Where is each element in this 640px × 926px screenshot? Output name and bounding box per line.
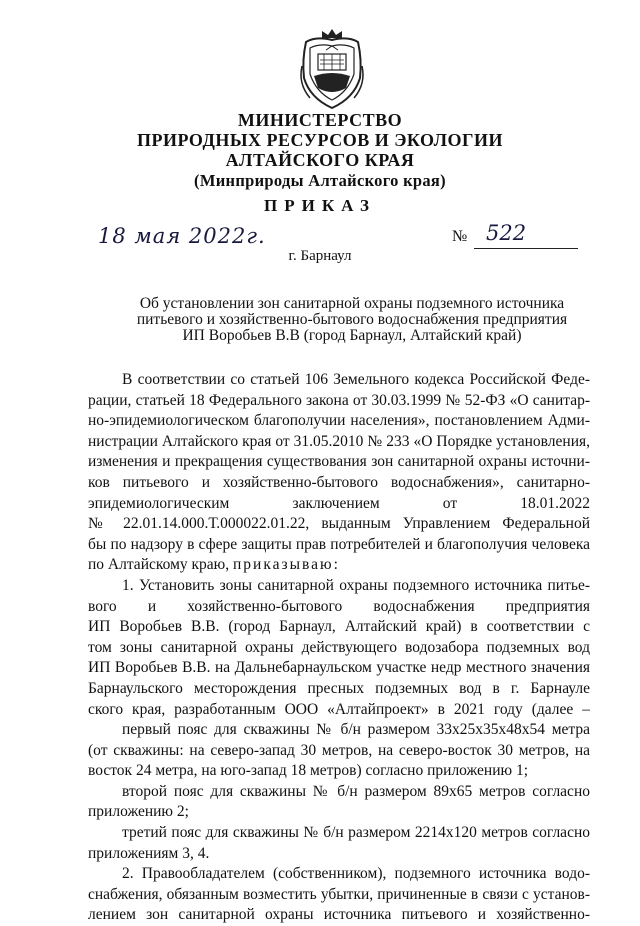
body-line: изменения и прекращения существования зон санитарной охраны источни- — [88, 453, 590, 471]
body-line: (от скважины: на северо-запад 30 метров, на северо-восток 30 метров, на — [88, 741, 590, 759]
body-line: эпидемиологическим заключением от 18.01.2022 — [88, 494, 590, 512]
body-line: лением зон санитарной охраны источника питьевого и хозяйственно- — [88, 906, 590, 924]
body-line: ского края, разработанным ООО «Алтайпроект» в 2021 году (далее – — [88, 700, 590, 718]
body-line: восток 24 метра, на юго-запад 18 метров) согласно приложению 1; — [88, 762, 529, 780]
document-type-title: ПРИКАЗ — [264, 196, 376, 215]
body-line: нистрации Алтайского края от 31.05.2010 № 233 «О Порядке установления, — [88, 432, 590, 450]
coat-of-arms-emblem — [296, 26, 368, 112]
body-line: второй пояс для скважины № б/н размером 89х65 метров согласно — [122, 782, 590, 800]
order-body — [88, 370, 590, 926]
subject-line: ИП Воробьев В.В (город Барнаул, Алтайский край) — [182, 327, 522, 344]
subject-line: питьевого и хозяйственно-бытового водоснабжения предприятия — [136, 311, 568, 328]
body-line: третий пояс для скважины № б/н размером 2214х120 метров согласно — [122, 824, 590, 842]
body-line: ков питьевого и хозяйственно-бытового водоснабжения», санитарно- — [88, 473, 590, 491]
order-subject — [120, 296, 584, 344]
ministry-name-line3: АЛТАЙСКОГО КРАЯ — [225, 150, 415, 170]
body-line: бы по надзору в сфере защиты прав потребителей и благополучия человека — [88, 535, 590, 553]
body-line: ИП Воробьев В.В. на Дальнебарнаульском участке недр местного значения — [88, 659, 590, 677]
body-line: вого и хозяйственно-бытового водоснабжения предприятия — [88, 597, 590, 615]
body-line: Барнаульского месторождения пресных подземных вод в г. Барнауле — [88, 679, 590, 697]
body-line: В соответствии со статьей 106 Земельного кодекса Российской Феде- — [122, 371, 590, 388]
body-line: 2. Правообладателем (собственником), подземного источника водо- — [122, 865, 590, 883]
order-command-word: приказываю: — [233, 556, 340, 574]
ministry-name-line1: МИНИСТЕРСТВО — [237, 110, 403, 130]
handwritten-order-number: 522 — [486, 221, 527, 245]
ministry-name-line2: ПРИРОДНЫХ РЕСУРСОВ И ЭКОЛОГИИ — [136, 130, 504, 150]
body-line-prefix: по Алтайскому краю, — [88, 556, 233, 574]
ministry-short-name: (Минприроды Алтайского края) — [194, 171, 446, 190]
body-line: но-эпидемиологическом благополучии населения», постановлением Адми- — [88, 412, 590, 430]
body-line: снабжения, обязанным возместить убытки, причиненные в связи с установ- — [88, 885, 590, 903]
body-line: приложениям 3, 4. — [88, 844, 210, 862]
body-line: № 22.01.14.000.Т.000022.01.22, выданным Управлением Федеральной — [88, 515, 590, 533]
order-number-label: № — [452, 228, 468, 245]
subject-line: Об установлении зон санитарной охраны подземного источника — [139, 295, 565, 312]
body-line: ИП Воробьев В.В. (город Барнаул, Алтайский край) в соответствии с — [88, 618, 590, 636]
city-line: г. Барнаул — [288, 248, 352, 264]
body-line: том зоны санитарной охраны действующего водозабора подземных вод — [88, 638, 590, 656]
body-line: первый пояс для скважины № б/н размером 33х25х35х48х54 метра — [122, 721, 590, 739]
handwritten-date: 18 мая 2022г. — [98, 224, 266, 248]
body-line — [88, 555, 590, 576]
body-line: рации, статьей 18 Федерального закона от 30.03.1999 № 52-ФЗ «О санитар- — [88, 391, 590, 409]
body-line: приложению 2; — [88, 803, 189, 821]
body-line: 1. Установить зоны санитарной охраны подземного источника питье- — [122, 576, 590, 594]
